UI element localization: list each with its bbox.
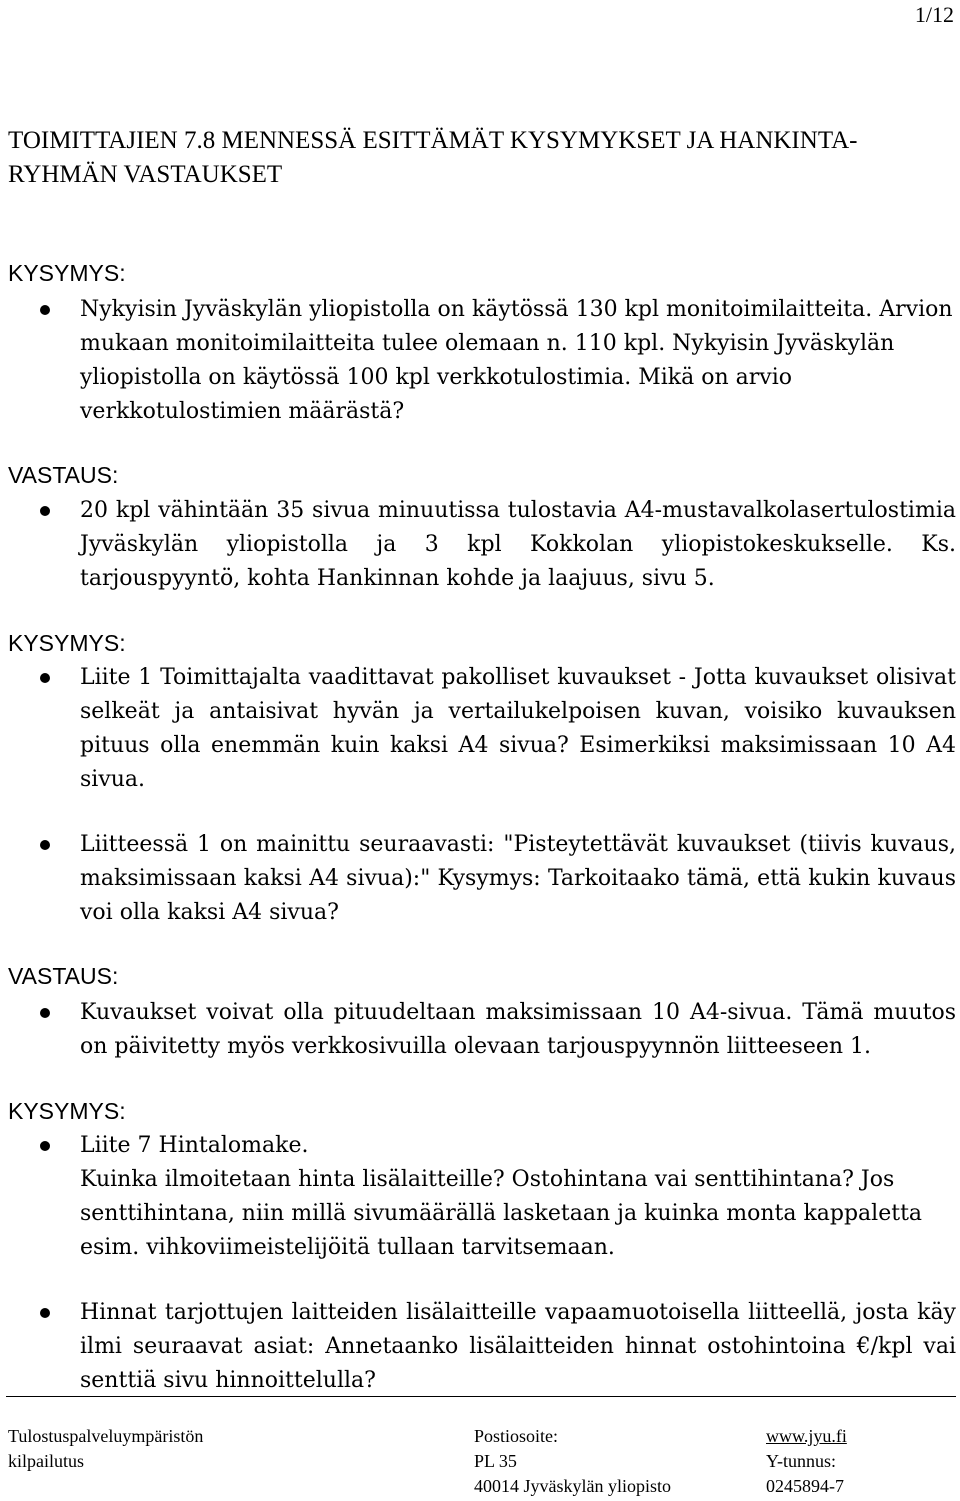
question-2a-text: Liite 1 Toimittajalta vaadittavat pakolliset kuvaukset - Jotta kuvaukset olisivat selkeät ja antaisivat hyvän ja vertailukelpoisen kuvan, voisiko kuvauksen pituus olla enemmän kuin kaksi A4 sivua? Esimerkiksi maksimissaan 10 A4 sivua. — [80, 665, 956, 792]
footer-column-2 — [474, 1424, 671, 1499]
answer-1-text: 20 kpl vähintään 35 sivua minuutissa tulostavia A4-mustavalkolasertulostimia Jyväskylän yliopistolla ja 3 kpl Kokkolan yliopistokeskukselle. Ks. tarjouspyyntö, kohta Hankinnan kohde ja laajuus, sivu 5. — [80, 498, 956, 591]
bullet-icon — [40, 1008, 50, 1018]
question-2b-text: Liitteessä 1 on mainittu seuraavasti: "Pisteytettävät kuvaukset (tiivis kuvaus, maksimissaan kaksi A4 sivua):" Kysymys: Tarkoitaako tämä, että kukin kuvaus voi olla kaksi A4 sivua? — [80, 832, 956, 925]
section-label-question-2: KYSYMYS: — [8, 630, 126, 656]
question-3a-heading: Liite 7 Hintalomake. — [80, 1133, 309, 1158]
footer-business-id: 0245894-7 — [766, 1476, 844, 1496]
bullet-icon — [40, 840, 50, 850]
question-3a — [80, 1129, 956, 1265]
footer-column-1 — [8, 1424, 203, 1474]
bullet-icon — [40, 305, 50, 315]
section-label-question-1: KYSYMYS: — [8, 260, 126, 286]
question-3b-text: Hinnat tarjottujen laitteiden lisälaitteille vapaamuotoisella liitteellä, josta käy ilmi seuraavat asiat: Annetaanko lisälaitteiden hinnat ostohintoina €/kpl vai senttiä sivu hinnoittelulla? — [80, 1300, 956, 1393]
footer-project-line-1: Tulostuspalveluympäristön — [8, 1426, 204, 1446]
footer-project-line-2: kilpailutus — [8, 1451, 84, 1471]
bullet-icon — [40, 1141, 50, 1151]
document-title: TOIMITTAJIEN 7.8 MENNESSÄ ESITTÄMÄT KYSYMYKSET JA HANKINTA-RYHMÄN VASTAUKSET — [8, 127, 858, 188]
question-1-text: Nykyisin Jyväskylän yliopistolla on käytössä 130 kpl monitoimilaitteita. Arvion mukaan monitoimilaitteita tulee olemaan n. 110 kpl. Nykyisin Jyväskylän yliopistolla on käytössä 100 kpl verkkotulostimia. Mikä on arvio verkkotulostimien määrästä? — [80, 297, 953, 424]
footer-business-id-label: Y-tunnus: — [766, 1451, 837, 1471]
bullet-icon — [40, 506, 50, 516]
footer-po-box: PL 35 — [474, 1451, 517, 1471]
page-number: 1/12 — [914, 2, 954, 27]
footer-column-3 — [766, 1424, 847, 1499]
footer-postal-label: Postiosoite: — [474, 1426, 559, 1446]
bullet-icon — [40, 1308, 50, 1318]
section-label-answer-2: VASTAUS: — [8, 963, 119, 989]
question-3a-text: Kuinka ilmoitetaan hinta lisälaitteille? Ostohintana vai senttihintana? Jos senttihintana, niin millä sivumäärällä lasketaan ja kuinka monta kappaletta esim. vihkoviimeistelijöitä tullaan tarvitsemaan. — [80, 1167, 923, 1260]
section-label-question-3: KYSYMYS: — [8, 1098, 126, 1124]
footer-postal-address: 40014 Jyväskylän yliopisto — [474, 1476, 671, 1496]
footer-divider — [6, 1396, 956, 1397]
section-label-answer-1: VASTAUS: — [8, 462, 119, 488]
bullet-icon — [40, 673, 50, 683]
answer-2-text: Kuvaukset voivat olla pituudeltaan maksimissaan 10 A4-sivua. Tämä muutos on päivitetty myös verkkosivuilla olevaan tarjouspyynnön liitteeseen 1. — [80, 1000, 956, 1059]
footer-website-link[interactable]: www.jyu.fi — [766, 1426, 847, 1446]
